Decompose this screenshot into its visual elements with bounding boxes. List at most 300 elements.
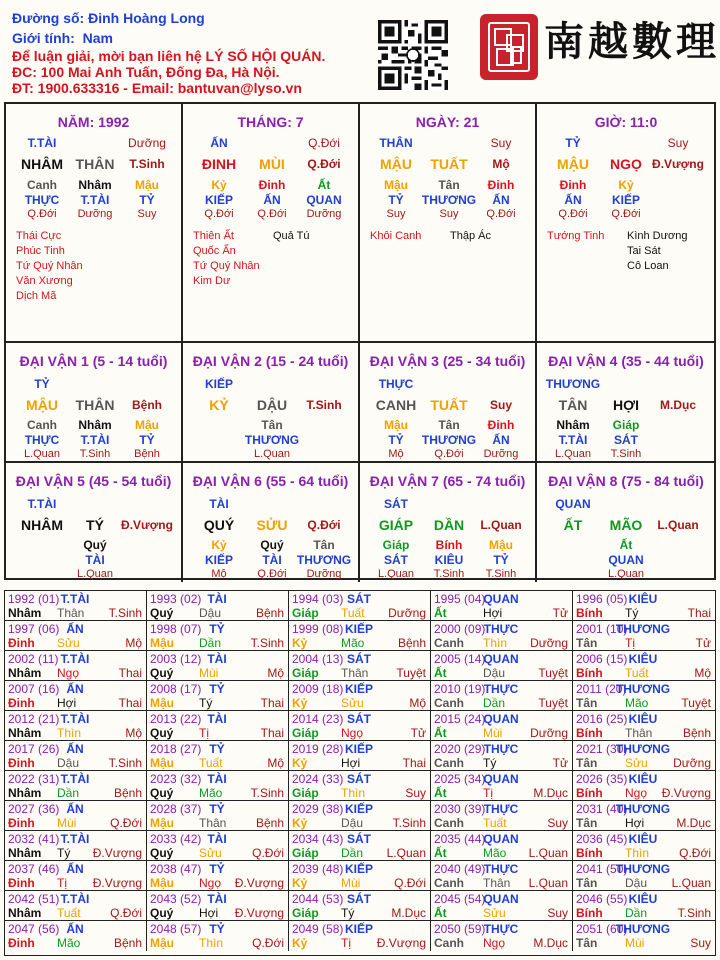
year-state: Bệnh — [113, 936, 142, 950]
year-god: SÁT — [347, 652, 371, 666]
star-auspicious: Phúc Tinh — [16, 245, 65, 257]
year-cell — [289, 861, 431, 891]
year-label: 2042 (51) — [8, 892, 60, 906]
dai-van-god: THƯƠNG — [545, 377, 601, 391]
year-cell — [431, 921, 573, 951]
year-god: ẤN — [66, 622, 84, 636]
year-cell — [5, 921, 147, 951]
year-branch: Tý — [199, 696, 213, 710]
year-god: SÁT — [347, 772, 371, 786]
year-state: Tử — [552, 756, 568, 770]
hidden-stem: Tân — [438, 178, 460, 192]
year-branch: Hợi — [199, 906, 219, 920]
year-cell — [147, 891, 289, 921]
year-branch: Thân — [625, 726, 653, 740]
dai-van-title: ĐẠI VẬN 3 (25 - 34 tuổi) — [369, 353, 526, 369]
heavenly-stem: MẬU — [26, 397, 58, 413]
earthly-branch: NGỌ — [610, 156, 642, 172]
year-god: QUAN — [483, 772, 519, 786]
year-stem: Ất — [434, 846, 447, 860]
year-stem: Kỷ — [292, 816, 308, 830]
year-state: Q.Đới — [110, 906, 142, 920]
year-state: Dưỡng — [673, 756, 711, 770]
year-cell — [573, 741, 715, 771]
life-stage: T.Sinh — [79, 448, 111, 460]
year-branch: Dần — [625, 906, 648, 920]
year-label: 2027 (36) — [8, 802, 60, 816]
year-branch: Hợi — [483, 606, 503, 620]
ten-god: TỶ — [493, 553, 509, 567]
year-cell — [289, 771, 431, 801]
year-state: T.Sinh — [677, 906, 711, 920]
year-label: 2002 (11) — [8, 652, 59, 666]
year-god: SÁT — [347, 832, 371, 846]
life-stage: Q.Đới — [257, 568, 287, 580]
year-state: Q.Đới — [252, 846, 284, 860]
year-branch: Tuất — [199, 756, 223, 770]
year-state: Tuyệt — [681, 696, 711, 710]
life-stage: Q.Đới — [486, 208, 516, 220]
year-state: T.Sinh — [108, 606, 142, 620]
hidden-stem: Mậu — [489, 538, 513, 552]
year-stem: Canh — [434, 936, 464, 950]
dai-van-god: SÁT — [384, 497, 408, 511]
year-state: L.Quan — [386, 846, 426, 860]
year-stem: Canh — [434, 696, 464, 710]
hidden-stem: Giáp — [612, 418, 640, 432]
pillar-top-state: Q.Đới — [308, 136, 340, 150]
year-label: 2038 (47) — [150, 862, 202, 876]
year-label: 2032 (41) — [8, 832, 60, 846]
year-cell — [5, 621, 147, 651]
ten-god: KIẾP — [204, 193, 234, 207]
year-stem: Ất — [434, 666, 447, 680]
year-stem: Đinh — [8, 816, 35, 830]
year-state: L.Quan — [528, 876, 568, 890]
year-branch: Dần — [57, 786, 80, 800]
year-state: T.Sinh — [108, 756, 142, 770]
year-cell — [289, 651, 431, 681]
year-god: KIÊU — [628, 712, 658, 726]
name-line: Đường số: Đinh Hoàng Long — [12, 10, 205, 26]
year-god: KIẾP — [344, 622, 374, 636]
year-label: 1992 (01) — [8, 592, 60, 606]
heavenly-stem: ẤT — [563, 517, 583, 533]
pillar-state: M.Dục — [660, 398, 696, 412]
year-state: Thai — [118, 666, 142, 680]
year-state: Q.Đới — [252, 936, 284, 950]
dai-van-god: THỰC — [378, 377, 414, 391]
year-god: TÀI — [207, 892, 227, 906]
year-branch: Sửu — [483, 906, 506, 920]
year-cell — [573, 891, 715, 921]
earthly-branch: MÃO — [609, 517, 643, 533]
year-state: Tử — [410, 726, 426, 740]
pillar-cell — [6, 104, 183, 343]
year-stem: Bính — [576, 786, 603, 800]
year-cell — [289, 591, 431, 621]
year-stem: Nhâm — [8, 846, 42, 860]
hidden-stem: Nhâm — [78, 418, 112, 432]
year-stem: Tân — [576, 876, 598, 890]
year-branch: Tuất — [341, 606, 365, 620]
year-stem: Quý — [150, 846, 174, 860]
year-god: KIÊU — [628, 772, 658, 786]
year-label: 2025 (34) — [434, 772, 486, 786]
ten-god: THỰC — [24, 193, 60, 207]
pillar-cell — [537, 104, 715, 343]
year-cell — [573, 591, 715, 621]
year-stem: Bính — [576, 906, 603, 920]
year-label: 2046 (55) — [576, 892, 628, 906]
year-branch: Mùi — [483, 726, 503, 740]
year-label: 2036 (45) — [576, 832, 628, 846]
ten-god: QUAN — [608, 553, 644, 567]
year-god: THỰC — [483, 742, 519, 756]
year-stem: Giáp — [292, 906, 319, 920]
year-god: THỰC — [483, 862, 519, 876]
year-label: 1993 (02) — [150, 592, 202, 606]
ten-god: T.TÀI — [80, 193, 110, 207]
earthly-branch: TÝ — [86, 517, 104, 533]
life-stage: L.Quan — [23, 448, 61, 460]
year-god: KIẾP — [344, 742, 374, 756]
ten-god: TÀI — [262, 553, 282, 567]
year-god: SÁT — [347, 892, 371, 906]
year-stem: Đinh — [8, 636, 35, 650]
year-god: KIÊU — [628, 892, 658, 906]
year-state: Thai — [402, 756, 426, 770]
year-god: ẤN — [66, 862, 84, 876]
year-cell — [147, 711, 289, 741]
year-cell — [573, 621, 715, 651]
hidden-stem: Ất — [317, 178, 331, 192]
year-cell — [289, 891, 431, 921]
year-branch: Hợi — [57, 696, 77, 710]
dai-van-cell — [537, 343, 715, 463]
earthly-branch: DẬU — [256, 397, 288, 413]
ten-god: THƯƠNG — [296, 553, 352, 567]
year-branch: Ngọ — [483, 936, 506, 950]
life-stage: Suy — [137, 208, 157, 220]
year-stem: Giáp — [292, 606, 319, 620]
year-stem: Đinh — [8, 876, 35, 890]
year-branch: Dậu — [199, 606, 222, 620]
heavenly-stem: MẬU — [380, 156, 412, 172]
logo-text: 南越數理 — [544, 18, 720, 65]
year-god: T.TÀI — [60, 592, 90, 606]
year-stem: Đinh — [8, 756, 35, 770]
star-auspicious: Kim Dư — [193, 275, 231, 287]
life-stage: T.Sinh — [485, 568, 517, 580]
ten-god: TỶ — [388, 193, 404, 207]
year-branch: Mùi — [625, 936, 645, 950]
year-cell — [431, 831, 573, 861]
year-branch: Tị — [625, 636, 635, 650]
year-state: Thai — [687, 606, 711, 620]
life-stage: Q.Đới — [558, 208, 588, 220]
year-stem: Bính — [576, 666, 603, 680]
year-state: Thai — [260, 726, 284, 740]
year-state: Bệnh — [255, 816, 284, 830]
star-inauspicious: Thập Ác — [450, 230, 491, 242]
year-stem: Giáp — [292, 786, 319, 800]
hidden-stem: Mậu — [135, 178, 159, 192]
chart-grid — [4, 102, 716, 580]
year-cell — [289, 831, 431, 861]
year-cell — [289, 621, 431, 651]
star-auspicious: Tứ Quý Nhân — [193, 260, 260, 272]
life-stage: Mộ — [388, 448, 404, 460]
pillar-top-state: Suy — [490, 136, 512, 150]
year-branch: Ngọ — [625, 786, 648, 800]
year-branch: Tị — [199, 726, 209, 740]
gender-value: Nam — [82, 30, 113, 46]
year-stem: Quý — [150, 786, 174, 800]
year-cell — [431, 891, 573, 921]
year-label: 2018 (27) — [150, 742, 202, 756]
year-stem: Nhâm — [8, 606, 42, 620]
dai-van-title: ĐẠI VẬN 6 (55 - 64 tuổi) — [192, 473, 349, 489]
ten-god: SÁT — [384, 553, 408, 567]
year-label: 2044 (53) — [292, 892, 344, 906]
earthly-branch: MÙI — [259, 156, 285, 172]
heavenly-stem: NHÂM — [21, 517, 63, 533]
year-stem: Ất — [434, 726, 447, 740]
life-stage: Suy — [439, 208, 459, 220]
year-stem: Canh — [434, 636, 464, 650]
year-state: Bệnh — [113, 786, 142, 800]
ten-god: THƯƠNG — [244, 433, 300, 447]
year-god: QUAN — [483, 592, 519, 606]
dai-van-god: KIẾP — [204, 377, 234, 391]
year-god: SÁT — [347, 712, 371, 726]
year-god: TỶ — [209, 682, 225, 696]
dai-van-cell — [360, 463, 537, 582]
year-label: 2035 (44) — [434, 832, 486, 846]
year-label: 2016 (25) — [576, 712, 628, 726]
hidden-stem: Nhâm — [78, 178, 112, 192]
life-stage: L.Quan — [377, 568, 415, 580]
year-state: Mộ — [267, 756, 284, 770]
pillar-top-god: T.TÀI — [27, 136, 57, 150]
earthly-branch: TUẤT — [430, 397, 468, 413]
year-state: Bệnh — [255, 606, 284, 620]
year-cell — [431, 771, 573, 801]
year-god: ẤN — [66, 922, 84, 936]
ten-god: T.TÀI — [558, 433, 588, 447]
year-state: Suy — [405, 786, 426, 800]
year-label: 2039 (48) — [292, 862, 344, 876]
year-cell — [147, 861, 289, 891]
hidden-stem: Đinh — [559, 178, 587, 192]
life-stage: Dưỡng — [77, 208, 113, 220]
year-branch: Sửu — [199, 846, 222, 860]
year-branch: Tý — [625, 606, 639, 620]
year-label: 1999 (08) — [292, 622, 344, 636]
star-inauspicious: Kình Dương — [627, 230, 688, 242]
pillar-title: THÁNG: 7 — [237, 114, 304, 130]
year-label: 2030 (39) — [434, 802, 486, 816]
year-stem: Mậu — [150, 696, 174, 710]
year-god: THỰC — [483, 682, 519, 696]
year-label: 2014 (23) — [292, 712, 344, 726]
pillar-state: Đ.Vượng — [652, 157, 704, 171]
year-stem: Tân — [576, 816, 598, 830]
year-cell — [147, 831, 289, 861]
year-branch: Thân — [57, 606, 85, 620]
year-god: QUAN — [483, 712, 519, 726]
year-stem: Ất — [434, 786, 447, 800]
year-state: Bệnh — [397, 636, 426, 650]
pillar-title: NGÀY: 21 — [415, 114, 480, 130]
year-label: 2050 (59) — [434, 922, 486, 936]
year-label: 2033 (42) — [150, 832, 202, 846]
year-cell — [5, 711, 147, 741]
hidden-stem: Tân — [313, 538, 335, 552]
year-cell — [573, 921, 715, 951]
earthly-branch: HỢI — [613, 397, 639, 413]
ten-god: QUAN — [306, 193, 342, 207]
qr-code-icon — [378, 20, 448, 90]
year-cell — [147, 921, 289, 951]
life-stage: Q.Đới — [611, 208, 641, 220]
year-cell — [573, 861, 715, 891]
year-label: 2007 (16) — [8, 682, 60, 696]
year-cell — [431, 741, 573, 771]
life-stage: Bệnh — [134, 448, 160, 460]
year-god: QUAN — [483, 892, 519, 906]
year-god: THƯƠNG — [615, 922, 671, 936]
year-cell — [147, 771, 289, 801]
year-label: 2001 (10) — [576, 622, 628, 636]
year-stem: Nhâm — [8, 666, 42, 680]
year-god: T.TÀI — [60, 832, 90, 846]
pillar-state: T.Sinh — [306, 398, 342, 412]
year-stem: Bính — [576, 606, 603, 620]
year-state: T.Sinh — [392, 816, 426, 830]
year-label: 2023 (32) — [150, 772, 202, 786]
year-label: 2031 (40) — [576, 802, 628, 816]
year-branch: Dần — [199, 636, 222, 650]
year-stem: Nhâm — [8, 786, 42, 800]
year-cell — [573, 711, 715, 741]
heavenly-stem: ĐINH — [201, 156, 237, 172]
year-state: Đ.Vượng — [92, 846, 142, 860]
gender-line — [12, 30, 113, 46]
year-god: THƯƠNG — [615, 682, 671, 696]
life-stage: T.Sinh — [433, 568, 465, 580]
year-stem: Quý — [150, 906, 174, 920]
year-stem: Canh — [434, 756, 464, 770]
gender-label: Giới tính: — [12, 30, 75, 46]
year-god: THỰC — [483, 622, 519, 636]
year-state: Tử — [552, 606, 568, 620]
hidden-stem: Tân — [438, 418, 460, 432]
year-stem: Mậu — [150, 876, 174, 890]
year-label: 2021 (30) — [576, 742, 628, 756]
year-god: THƯƠNG — [615, 742, 671, 756]
year-branch: Ngọ — [341, 726, 364, 740]
hidden-stem: Tân — [261, 418, 283, 432]
year-stem: Mậu — [150, 816, 174, 830]
year-stem: Nhâm — [8, 906, 42, 920]
hidden-stem: Đinh — [487, 178, 515, 192]
year-branch: Dậu — [625, 876, 648, 890]
year-branch: Sửu — [341, 696, 364, 710]
life-stage: Q.Đới — [434, 448, 464, 460]
pillar-state: L.Quan — [657, 518, 699, 532]
year-branch: Thân — [199, 816, 227, 830]
year-god: KIẾP — [344, 802, 374, 816]
ten-god: KIẾP — [204, 553, 234, 567]
year-label: 2003 (12) — [150, 652, 202, 666]
year-state: Đ.Vượng — [234, 876, 284, 890]
year-cell — [5, 831, 147, 861]
year-state: Thai — [118, 696, 142, 710]
heavenly-stem: NHÂM — [21, 156, 63, 172]
year-state: Thai — [260, 696, 284, 710]
hidden-stem: Giáp — [382, 538, 410, 552]
year-state: L.Quan — [528, 846, 568, 860]
year-state: Dưỡng — [530, 636, 568, 650]
year-branch: Hợi — [341, 756, 361, 770]
year-god: T.TÀI — [60, 652, 90, 666]
year-state: Q.Đới — [394, 876, 426, 890]
year-cell — [431, 711, 573, 741]
hidden-stem: Mậu — [384, 418, 408, 432]
pillar-state: Q.Đới — [307, 518, 341, 532]
year-god: THƯƠNG — [615, 862, 671, 876]
pillar-state: Suy — [489, 398, 513, 412]
year-branch: Tý — [483, 756, 497, 770]
life-stage: Q.Đới — [257, 208, 287, 220]
year-stem: Tân — [576, 756, 598, 770]
pillar-cell — [360, 104, 537, 343]
year-branch: Tý — [341, 906, 355, 920]
year-god: KIÊU — [628, 652, 658, 666]
heavenly-stem: QUÝ — [203, 517, 235, 533]
dai-van-cell — [6, 463, 183, 582]
year-branch: Ngọ — [57, 666, 80, 680]
year-state: Suy — [547, 816, 568, 830]
year-branch: Thìn — [341, 786, 366, 800]
year-stem: Quý — [150, 666, 174, 680]
year-state: Đ.Vượng — [234, 906, 284, 920]
life-stage: Mộ — [211, 568, 227, 580]
year-god: THƯƠNG — [615, 802, 671, 816]
year-god: ẤN — [66, 742, 84, 756]
year-cell — [431, 651, 573, 681]
year-branch: Mùi — [341, 876, 361, 890]
hidden-stem: Mậu — [384, 178, 408, 192]
star-auspicious: Quốc Ấn — [193, 245, 236, 257]
year-stem: Đinh — [8, 696, 35, 710]
year-god: TÀI — [207, 772, 227, 786]
year-god: TÀI — [207, 832, 227, 846]
pillar-state: Đ.Vượng — [121, 518, 173, 532]
year-branch: Mão — [341, 636, 365, 650]
life-stage: Dưỡng — [483, 448, 519, 460]
year-stem: Canh — [434, 816, 464, 830]
hidden-stem: Ất — [619, 538, 633, 552]
ten-god: TÀI — [85, 553, 105, 567]
year-branch: Sửu — [625, 756, 648, 770]
pillar-top-god: TỶ — [565, 136, 581, 150]
pillar-state: Mộ — [492, 157, 510, 171]
year-label: 2022 (31) — [8, 772, 60, 786]
year-cell — [573, 801, 715, 831]
